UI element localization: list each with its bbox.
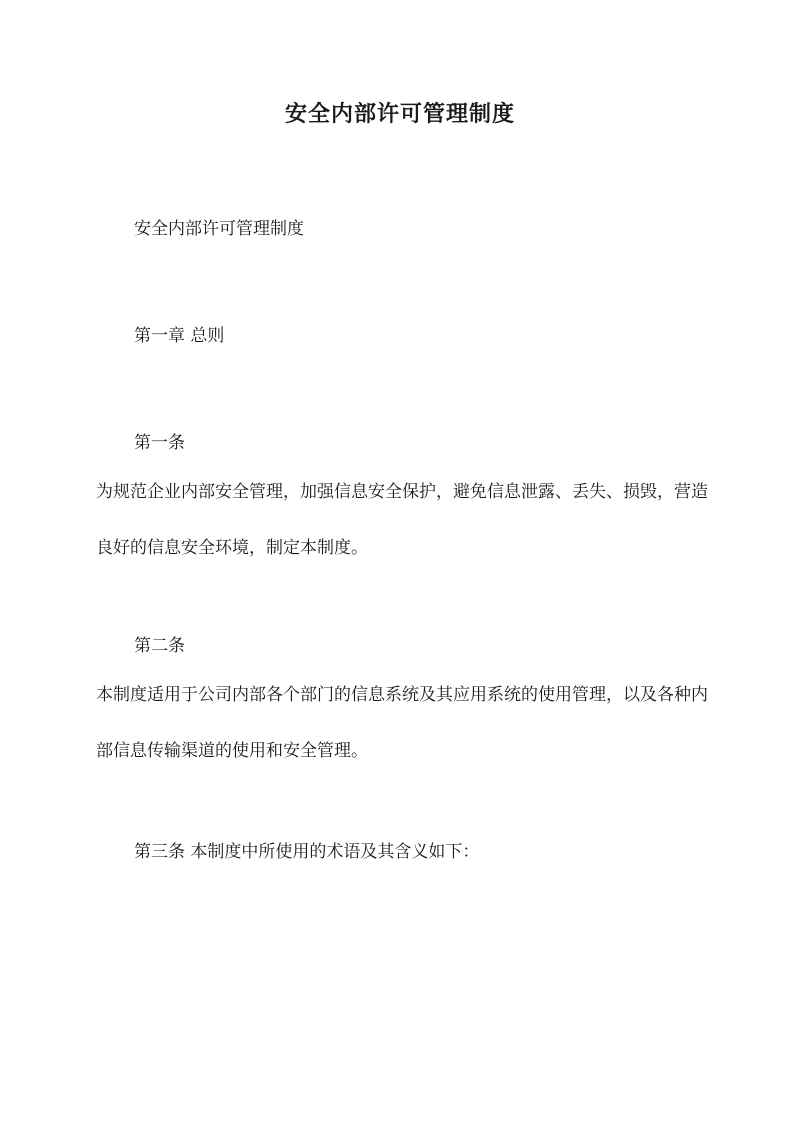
document-subtitle: 安全内部许可管理制度	[134, 219, 304, 239]
document-title: 安全内部许可管理制度	[284, 101, 515, 127]
article-2-heading: 第二条	[134, 636, 185, 656]
article-1-body: 为规范企业内部安全管理，加强信息安全保护，避免信息泄露、丢失、损毁，营造良好的信息安全环境，制定本制度。	[96, 482, 708, 558]
article-2-body: 本制度适用于公司内部各个部门的信息系统及其应用系统的使用管理，以及各种内部信息传输渠道的使用和安全管理。	[96, 685, 708, 761]
article-3-heading: 第三条 本制度中所使用的术语及其含义如下：	[134, 842, 480, 862]
article-1-heading: 第一条	[134, 433, 185, 453]
chapter-heading: 第一章 总则	[134, 326, 225, 346]
